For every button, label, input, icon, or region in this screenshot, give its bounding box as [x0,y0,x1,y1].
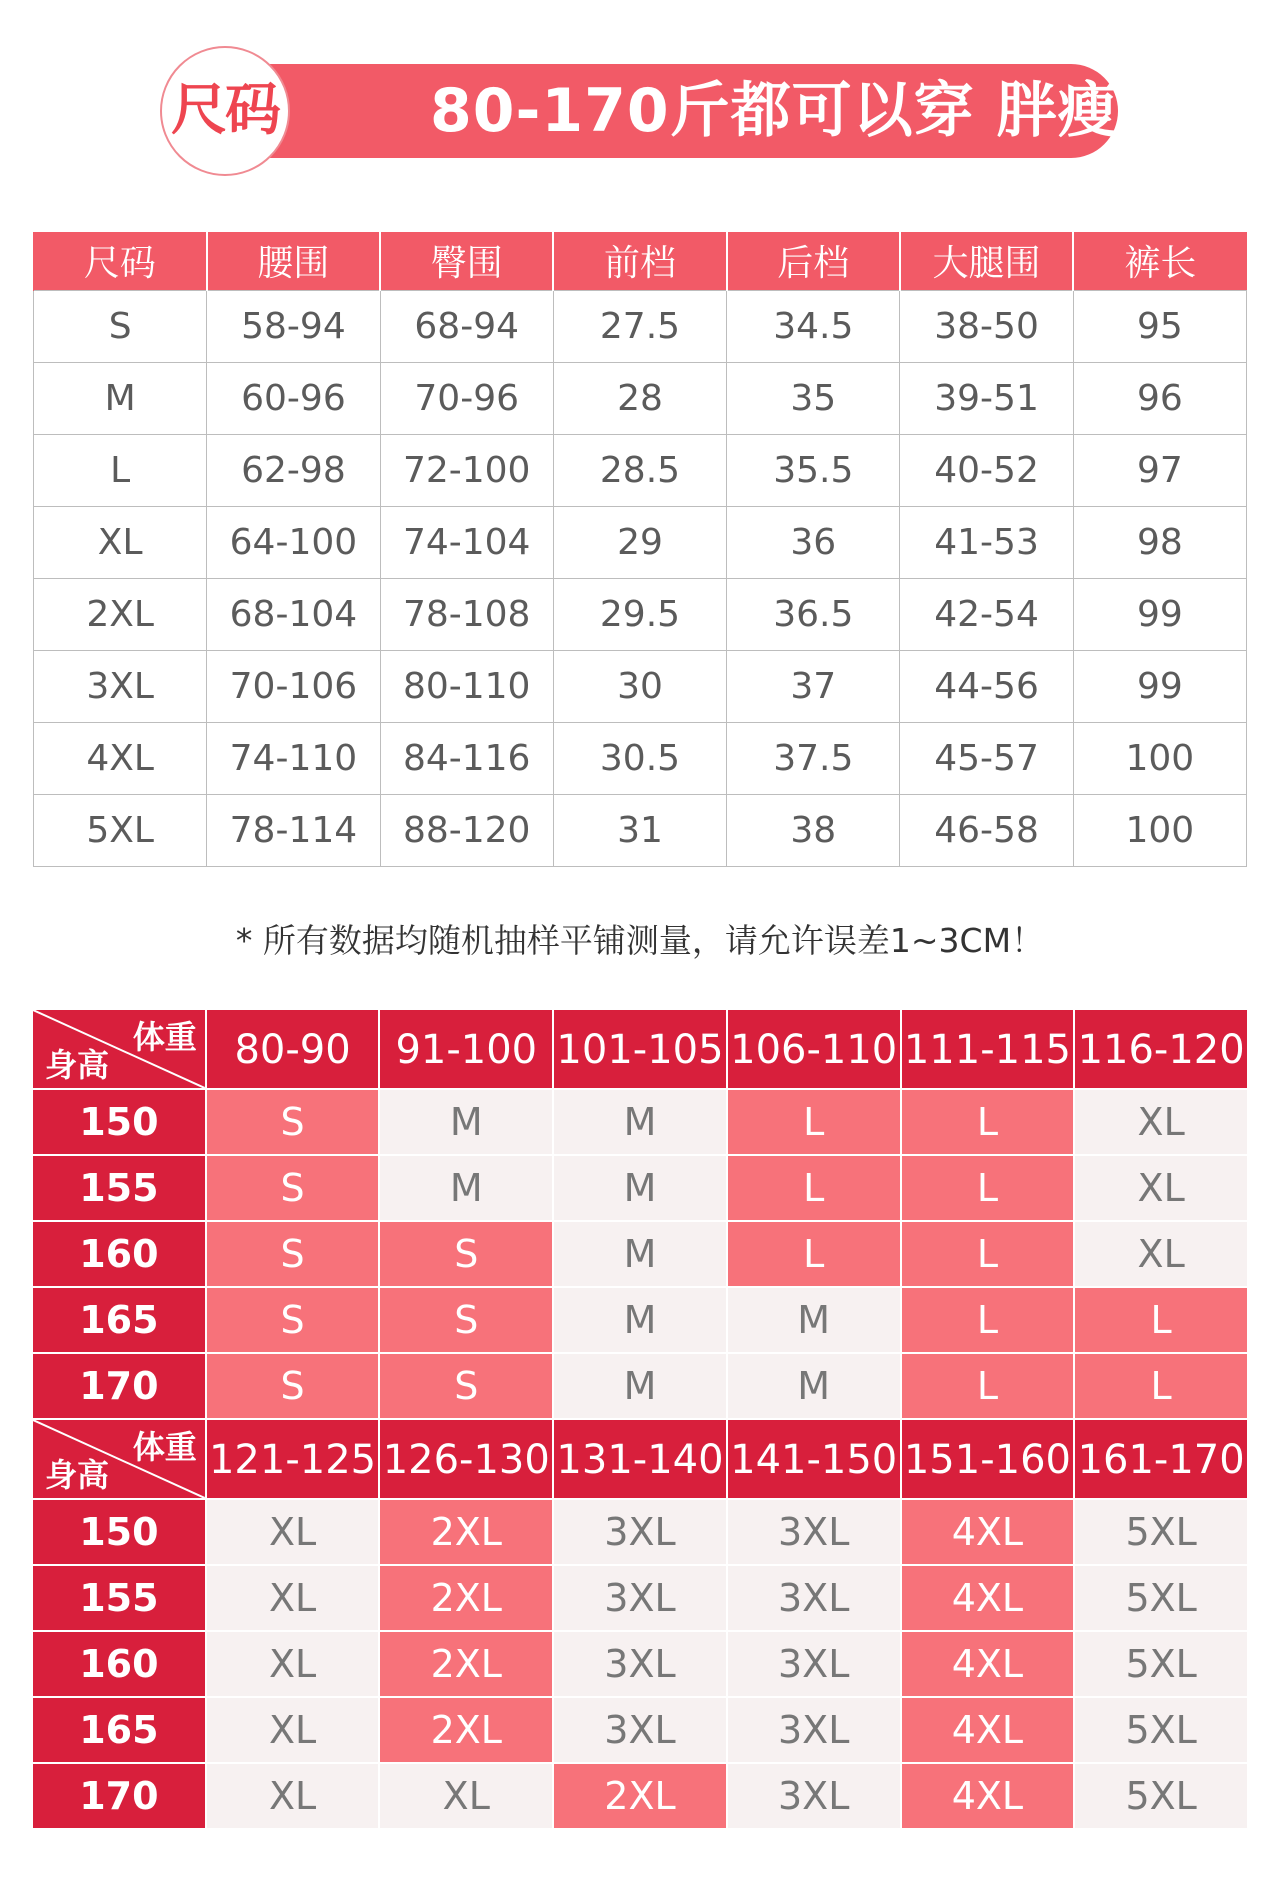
size-cell: M [554,1090,726,1156]
measurement-cell: 29 [553,506,726,578]
measurement-row [34,362,1247,434]
size-cell: L [902,1090,1074,1156]
measurement-cell: 88-120 [380,794,553,866]
measurement-cell: 3XL [34,650,207,722]
height-value: 150 [33,1500,205,1566]
size-cell: 2XL [554,1764,726,1830]
weight-range: 131-140 [554,1420,726,1500]
size-cell: 5XL [1075,1500,1247,1566]
measurement-cell: XL [34,506,207,578]
size-cell: 4XL [902,1698,1074,1764]
size-cell: M [380,1090,552,1156]
measurement-cell: 36.5 [727,578,900,650]
size-cell: S [380,1222,552,1288]
header-waist: 腰围 [207,232,380,290]
measurement-cell: 44-56 [900,650,1073,722]
weight-range: 106-110 [728,1010,900,1090]
height-value: 165 [33,1698,205,1764]
size-banner [160,46,1241,176]
size-cell: M [554,1354,726,1420]
measurement-cell: 4XL [34,722,207,794]
size-cell: XL [207,1500,379,1566]
measurement-cell: 99 [1073,578,1246,650]
size-cell: M [380,1156,552,1222]
size-cell: S [207,1090,379,1156]
size-cell: 4XL [902,1632,1074,1698]
size-cell: L [902,1354,1074,1420]
size-cell: XL [380,1764,552,1830]
size-cell: 3XL [728,1500,900,1566]
size-cell: L [728,1090,900,1156]
header-thigh: 大腿围 [900,232,1073,290]
size-cell: 5XL [1075,1566,1247,1632]
size-cell: 3XL [728,1566,900,1632]
measurement-cell: 78-108 [380,578,553,650]
banner-badge [160,46,290,176]
size-cell: 5XL [1075,1698,1247,1764]
measurement-cell: 100 [1073,794,1246,866]
size-cell: 3XL [554,1500,726,1566]
size-cell: L [728,1222,900,1288]
weight-range: 151-160 [902,1420,1074,1500]
measurement-cell: 39-51 [900,362,1073,434]
measurement-cell: 70-106 [207,650,380,722]
measurement-cell: 97 [1073,434,1246,506]
measurement-cell: 28.5 [553,434,726,506]
height-value: 150 [33,1090,205,1156]
size-cell: M [728,1288,900,1354]
size-cell: XL [1075,1156,1247,1222]
size-cell: 2XL [380,1632,552,1698]
measurement-cell: 68-94 [380,290,553,362]
size-cell: 5XL [1075,1764,1247,1830]
weight-range: 91-100 [380,1010,552,1090]
height-label: 身高 [45,1046,110,1084]
header-length: 裤长 [1073,232,1246,290]
height-value: 170 [33,1764,205,1830]
measurement-cell: 74-110 [207,722,380,794]
weight-range: 116-120 [1075,1010,1247,1090]
header-size: 尺码 [34,232,207,290]
measurement-cell: 64-100 [207,506,380,578]
size-cell: M [554,1156,726,1222]
recommend-table-heavy [33,1420,1247,1830]
measurement-cell: 46-58 [900,794,1073,866]
size-cell: 3XL [554,1566,726,1632]
measurement-cell: 84-116 [380,722,553,794]
measurement-cell: 58-94 [207,290,380,362]
measurement-cell: 41-53 [900,506,1073,578]
measurement-cell: 30.5 [553,722,726,794]
size-cell: L [902,1222,1074,1288]
size-cell: 4XL [902,1566,1074,1632]
size-cell: 2XL [380,1500,552,1566]
measurement-cell: 28 [553,362,726,434]
measurement-row [34,722,1247,794]
measurement-cell: 35 [727,362,900,434]
size-cell: M [554,1222,726,1288]
weight-range: 161-170 [1075,1420,1247,1500]
measurement-cell: 38 [727,794,900,866]
measurement-cell: 37 [727,650,900,722]
size-cell: XL [207,1566,379,1632]
measurement-cell: 74-104 [380,506,553,578]
banner-title: 80-170斤都可以穿 胖瘦皆宜 [430,76,1241,146]
measurement-cell: 80-110 [380,650,553,722]
measurement-cell: 37.5 [727,722,900,794]
measurement-cell: 95 [1073,290,1246,362]
weight-label: 体重 [132,1018,197,1056]
size-cell: 3XL [728,1632,900,1698]
measurement-cell: 31 [553,794,726,866]
measurement-row [34,434,1247,506]
weight-range: 111-115 [902,1010,1074,1090]
measurement-cell: 2XL [34,578,207,650]
height-label: 身高 [45,1456,110,1494]
measurement-cell: 45-57 [900,722,1073,794]
size-cell: L [902,1156,1074,1222]
size-cell: 4XL [902,1500,1074,1566]
corner-header [33,1420,205,1500]
measurement-note: * 所有数据均随机抽样平铺测量，请允许误差1~3CM！ [235,921,1045,960]
size-cell: 5XL [1075,1632,1247,1698]
weight-label: 体重 [132,1428,197,1466]
measurement-cell: L [34,434,207,506]
header-hip: 臀围 [380,232,553,290]
measurement-cell: 34.5 [727,290,900,362]
weight-range: 141-150 [728,1420,900,1500]
measurement-header-row [34,232,1247,290]
measurement-cell: 29.5 [553,578,726,650]
size-cell: XL [1075,1222,1247,1288]
size-cell: 3XL [728,1698,900,1764]
size-cell: XL [207,1764,379,1830]
measurement-cell: 42-54 [900,578,1073,650]
measurement-cell: 78-114 [207,794,380,866]
size-cell: S [207,1156,379,1222]
size-cell: S [380,1288,552,1354]
measurement-cell: 5XL [34,794,207,866]
measurement-cell: 70-96 [380,362,553,434]
measurement-cell: 36 [727,506,900,578]
height-value: 155 [33,1566,205,1632]
size-cell: 2XL [380,1566,552,1632]
size-cell: 2XL [380,1698,552,1764]
measurement-row [34,578,1247,650]
height-value: 160 [33,1222,205,1288]
corner-header [33,1010,205,1090]
size-cell: XL [1075,1090,1247,1156]
measurement-cell: 100 [1073,722,1246,794]
size-cell: L [1075,1288,1247,1354]
height-value: 160 [33,1632,205,1698]
measurement-cell: 62-98 [207,434,380,506]
measurement-cell: S [34,290,207,362]
size-cell: 4XL [902,1764,1074,1830]
height-value: 165 [33,1288,205,1354]
size-cell: XL [207,1632,379,1698]
size-cell: XL [207,1698,379,1764]
size-cell: S [207,1288,379,1354]
measurement-cell: 40-52 [900,434,1073,506]
measurement-body [34,290,1247,866]
weight-range: 126-130 [380,1420,552,1500]
size-cell: L [902,1288,1074,1354]
header-back-rise: 后档 [727,232,900,290]
measurement-cell: 96 [1073,362,1246,434]
size-cell: S [380,1354,552,1420]
weight-range: 121-125 [207,1420,379,1500]
measurement-cell: 72-100 [380,434,553,506]
size-cell: 3XL [554,1632,726,1698]
size-cell: S [207,1222,379,1288]
measurement-cell: 60-96 [207,362,380,434]
weight-range: 80-90 [207,1010,379,1090]
banner-badge-text: 尺码 [171,78,279,143]
banner-bar [270,64,1241,158]
measurement-cell: 68-104 [207,578,380,650]
size-cell: S [207,1354,379,1420]
weight-range: 101-105 [554,1010,726,1090]
height-value: 155 [33,1156,205,1222]
size-cell: L [728,1156,900,1222]
measurement-row [34,650,1247,722]
measurement-table [33,232,1247,867]
measurement-cell: 99 [1073,650,1246,722]
measurement-cell: M [34,362,207,434]
header-front-rise: 前档 [553,232,726,290]
measurement-cell: 35.5 [727,434,900,506]
measurement-row [34,290,1247,362]
size-cell: L [1075,1354,1247,1420]
height-value: 170 [33,1354,205,1420]
measurement-row [34,506,1247,578]
size-cell: M [554,1288,726,1354]
recommend-table-light [33,1010,1247,1420]
size-cell: M [728,1354,900,1420]
measurement-cell: 30 [553,650,726,722]
measurement-row [34,794,1247,866]
size-cell: 3XL [554,1698,726,1764]
measurement-cell: 27.5 [553,290,726,362]
measurement-cell: 38-50 [900,290,1073,362]
size-cell: 3XL [728,1764,900,1830]
measurement-cell: 98 [1073,506,1246,578]
